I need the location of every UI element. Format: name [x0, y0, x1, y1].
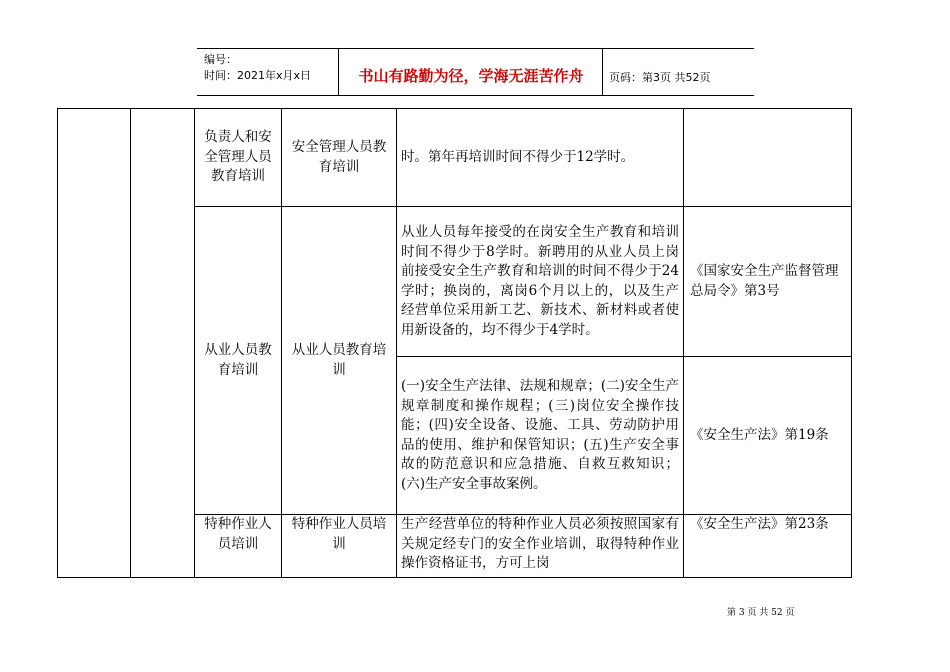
page-footer: 第 3 页 共 52 页 [727, 608, 795, 618]
table-row [58, 109, 852, 207]
page-code: 页码：第3页 共52页 [609, 71, 711, 84]
requirement-cell: (一)安全生产法律、法规和规章；(二)安全生产规章制度和操作规程；(三)岗位安全操作技能；(四)安全设备、设施、工具、劳动防护用品的使用、维护和保管知识；(五)生产安全事故的防范意识和应急措施、自救互救知识；(六)生产安全事故案例。 [397, 357, 684, 515]
basis-cell: 《国家安全生产监督管理总局令》第3号 [684, 207, 852, 357]
motto-text: 书山有路勤为径，学海无涯苦作舟 [358, 67, 584, 85]
basis-cell [684, 109, 852, 207]
training-table [57, 108, 852, 578]
header-bottom-rule [197, 95, 754, 96]
category-cell: 负责人和安全管理人员教育培训 [195, 109, 282, 207]
basis-cell: 《安全生产法》第19条 [684, 357, 852, 515]
item-cell: 特种作业人员培训 [282, 515, 397, 578]
item-cell: 安全管理人员教育培训 [282, 109, 397, 207]
page-header [197, 48, 754, 96]
basis-cell: 《安全生产法》第23条 [684, 515, 852, 578]
item-cell: 从业人员教育培训 [282, 207, 397, 515]
header-top-rule [197, 48, 754, 49]
category-cell: 从业人员教育培训 [195, 207, 282, 515]
blank-cell [131, 109, 195, 578]
category-cell: 特种作业人员培训 [195, 515, 282, 578]
code-label: 编号： [204, 53, 237, 66]
requirement-cell: 从业人员每年接受的在岗安全生产教育和培训时间不得少于8学时。新聘用的从业人员上岗前接受安全生产教育和培训的时间不得少于24学时；换岗的，离岗6个月以上的，以及生产经营单位采用新工艺、新技术、新材料或者使用新设备的，均不得少于4学时。 [397, 207, 684, 357]
blank-cell [58, 109, 131, 578]
time-label: 时间：2021年x月x日 [204, 69, 312, 82]
requirement-cell: 时。第年再培训时间不得少于12学时。 [397, 109, 684, 207]
requirement-cell: 生产经营单位的特种作业人员必须按照国家有关规定经专门的安全作业培训，取得特种作业操作资格证书，方可上岗 [397, 515, 684, 578]
